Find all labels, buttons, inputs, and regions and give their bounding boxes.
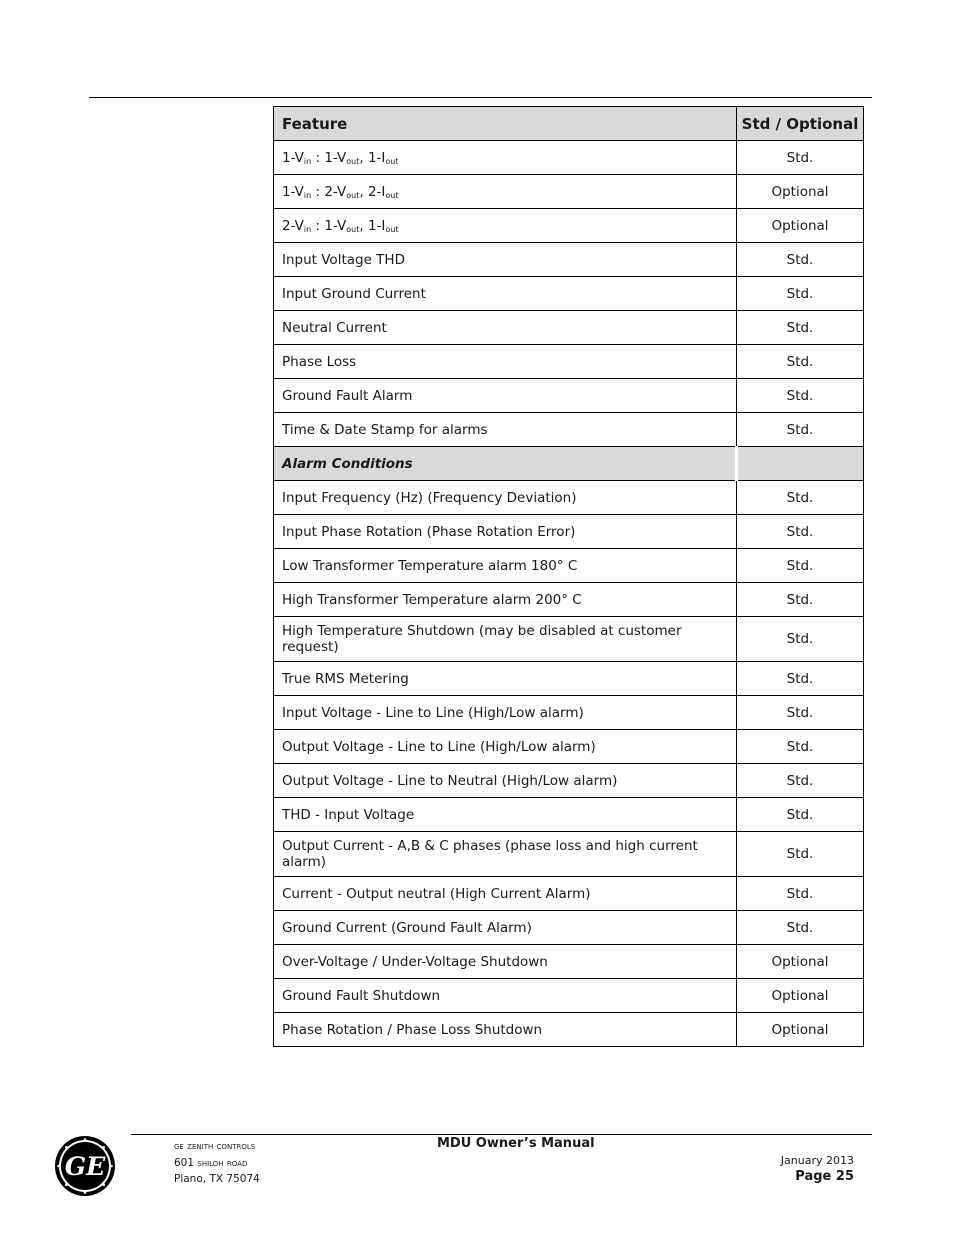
table-row [274, 311, 864, 345]
std-cell: Std. [737, 413, 864, 447]
feature-cell: Input Phase Rotation (Phase Rotation Error) [274, 515, 737, 549]
svg-text:GE: GE [64, 1152, 106, 1181]
feature-cell: High Transformer Temperature alarm 200° C [274, 583, 737, 617]
feature-cell: Over-Voltage / Under-Voltage Shutdown [274, 945, 737, 979]
publication-date: January 2013 [780, 1154, 854, 1167]
std-cell: Std. [737, 345, 864, 379]
company-street: 601 shiloh road [174, 1156, 248, 1169]
std-cell: Std. [737, 515, 864, 549]
table-row [274, 911, 864, 945]
feature-cell: $1-V_{in}$ : $2-V_{out}$, $2-I_{out}$ [274, 175, 737, 209]
table-row [274, 798, 864, 832]
feature-cell: Output Current - A,B & C phases (phase loss and high current alarm) [274, 832, 737, 877]
feature-cell: $1-V_{in}$ : $1-V_{out}$, $1-I_{out}$ [274, 141, 737, 175]
std-cell: Std. [737, 911, 864, 945]
std-cell: Std. [737, 764, 864, 798]
table-row [274, 832, 864, 877]
table-header-row [274, 107, 864, 141]
table-row [274, 1013, 864, 1047]
feature-cell: Neutral Current [274, 311, 737, 345]
std-cell: Std. [737, 798, 864, 832]
std-cell: Std. [737, 730, 864, 764]
table-row [274, 209, 864, 243]
std-cell: Optional [737, 209, 864, 243]
header-rule [89, 97, 872, 98]
table-row [274, 662, 864, 696]
std-cell: Std. [737, 277, 864, 311]
std-cell: Optional [737, 979, 864, 1013]
feature-cell: Input Voltage THD [274, 243, 737, 277]
table-row [274, 583, 864, 617]
std-cell: Optional [737, 945, 864, 979]
std-cell: Std. [737, 379, 864, 413]
std-cell: Std. [737, 832, 864, 877]
feature-cell: Time & Date Stamp for alarms [274, 413, 737, 447]
footer-rule [131, 1134, 872, 1135]
table-row [274, 617, 864, 662]
feature-cell: High Temperature Shutdown (may be disabled at customer request) [274, 617, 737, 662]
page-number: Page 25 [795, 1169, 854, 1184]
feature-cell: Phase Rotation / Phase Loss Shutdown [274, 1013, 737, 1047]
feature-cell: Input Frequency (Hz) (Frequency Deviation) [274, 481, 737, 515]
features-table [273, 106, 864, 1047]
company-name: ge zenith controls [174, 1140, 256, 1152]
section-title: Alarm Conditions [274, 447, 737, 481]
feature-cell: Output Voltage - Line to Line (High/Low alarm) [274, 730, 737, 764]
table-row [274, 945, 864, 979]
feature-cell: Phase Loss [274, 345, 737, 379]
section-empty-cell [737, 447, 864, 481]
std-cell: Std. [737, 243, 864, 277]
manual-title: MDU Owner’s Manual [437, 1136, 595, 1151]
company-address [174, 1138, 260, 1188]
section-row-alarm-conditions [274, 447, 864, 481]
company-city: Plano, TX 75074 [174, 1173, 260, 1185]
header-feature: Feature [274, 107, 737, 141]
table-row [274, 243, 864, 277]
table-row [274, 345, 864, 379]
feature-cell: Ground Current (Ground Fault Alarm) [274, 911, 737, 945]
feature-cell: Ground Fault Shutdown [274, 979, 737, 1013]
table-row [274, 277, 864, 311]
feature-cell: True RMS Metering [274, 662, 737, 696]
header-std-optional: Std / Optional [737, 107, 864, 141]
std-cell: Std. [737, 141, 864, 175]
feature-cell: $2-V_{in}$ : $1-V_{out}$, $1-I_{out}$ [274, 209, 737, 243]
std-cell: Std. [737, 311, 864, 345]
std-cell: Optional [737, 1013, 864, 1047]
feature-cell: Input Ground Current [274, 277, 737, 311]
ge-logo-icon [54, 1135, 116, 1197]
table-row [274, 877, 864, 911]
std-cell: Std. [737, 877, 864, 911]
feature-cell: Low Transformer Temperature alarm 180° C [274, 549, 737, 583]
table-row [274, 730, 864, 764]
std-cell: Std. [737, 696, 864, 730]
table-row [274, 979, 864, 1013]
feature-cell: Ground Fault Alarm [274, 379, 737, 413]
std-cell: Std. [737, 662, 864, 696]
table-row [274, 175, 864, 209]
std-cell: Std. [737, 549, 864, 583]
std-cell: Optional [737, 175, 864, 209]
table-row [274, 696, 864, 730]
feature-cell: THD - Input Voltage [274, 798, 737, 832]
std-cell: Std. [737, 583, 864, 617]
table-row [274, 764, 864, 798]
feature-cell: Input Voltage - Line to Line (High/Low alarm) [274, 696, 737, 730]
feature-cell: Current - Output neutral (High Current Alarm) [274, 877, 737, 911]
table-row [274, 141, 864, 175]
table-row [274, 481, 864, 515]
table-row [274, 379, 864, 413]
table-row [274, 515, 864, 549]
feature-cell: Output Voltage - Line to Neutral (High/Low alarm) [274, 764, 737, 798]
table-row [274, 413, 864, 447]
std-cell: Std. [737, 617, 864, 662]
std-cell: Std. [737, 481, 864, 515]
table-row [274, 549, 864, 583]
